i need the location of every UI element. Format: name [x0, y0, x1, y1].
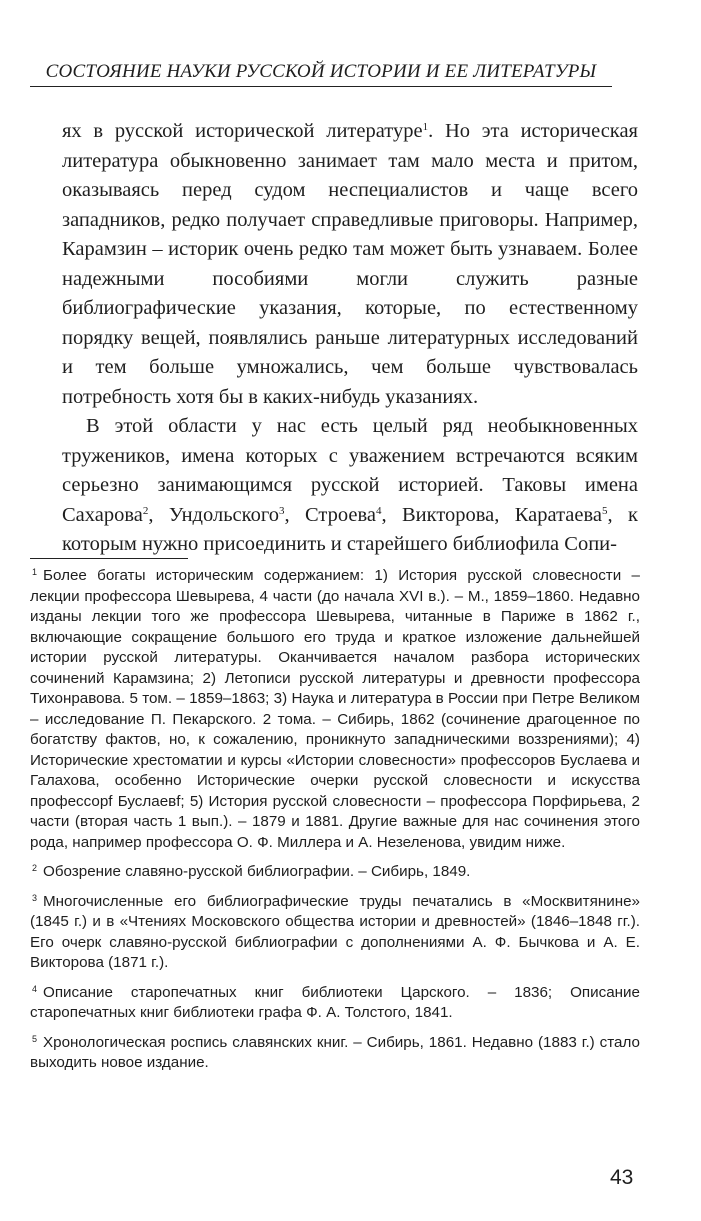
footnote-5 — [30, 1033, 640, 1074]
footnote-ref-4: 4 — [375, 504, 382, 517]
footnote-1 — [30, 566, 640, 853]
footnote-2 — [30, 862, 640, 883]
footnote-number: 1 — [32, 567, 38, 577]
header-rule — [30, 86, 612, 87]
footnote-number: 4 — [32, 983, 38, 994]
footnote-text: Обозрение славяно-русской библиографии. – Сибирь, 1849. — [43, 863, 471, 880]
footnote-number: 3 — [32, 892, 38, 903]
footnote-text: Многочисленные его библиографические труды печатались в «Москвитянине» (1845 г.) и в «Чтениях Московского общества истории и древностей» (1846–1848 гг.). Его очерк славяно-русской библиографии с дополнениями А. Ф. Бычкова и А. Е. Викторова (1871 г.). — [30, 892, 640, 971]
footnote-text: Хронологическая роспись славянских книг. – Сибирь, 1861. Недавно (1883 г.) стало выходить новое издание. — [30, 1033, 640, 1071]
footnote-4 — [30, 983, 640, 1024]
paragraph-1 — [62, 117, 638, 412]
footnotes — [30, 566, 640, 1083]
footnote-text: Описание старопечатных книг библиотеки Царского. – 1836; Описание старопечатных книг библиотеки графа Ф. А. Толстого, 1841. — [30, 983, 640, 1021]
footnote-3 — [30, 892, 640, 974]
footnote-text: Более богаты историческим содержанием: 1) История русской словесности – лекции профессора Шевырева, 4 части (до начала XVI в.). – М., 1859–1860. Недавно изданы лекции того же профессора Шевырева, читанные в Париже в 1862 г., включающие сокращение большого его труда и краткое изложение дальнейшей истории русской литературы. Оканчивается началом разбора исторических сочинений Карамзина; 2) Летописи русской литературы и древности профессора Тихонравова. 5 том. – 1859–1863; 3) Наука и литература в России при Петре Великом – исследование П. Пекарского. 2 тома. – Сибирь, 1862 (сочинение драгоценное по богатству фактов, но, к сожалению, проникнуто западническими воззрениями); 4) Исторические хрестоматии и курсы «Истории словесности» профессоров Буслаева и Галахова, особенно Исторические очерки русской словесности и искусства профессорf Буслаевf; 5) История русской словесности – профессора Порфирьева, 2 части (вторая часть 1 вып.). – 1879 и 1881. Другие важные для нас сочинения этого рода, например профессора О. Ф. Миллера и А. Незеленова, увидим ниже. — [30, 567, 640, 851]
footnote-number: 5 — [32, 1033, 38, 1044]
footnote-number: 2 — [32, 863, 38, 873]
running-header: СОСТОЯНИЕ НАУКИ РУССКОЙ ИСТОРИИ И ЕЕ ЛИТЕРАТУРЫ — [45, 61, 597, 82]
footnote-ref-5: 5 — [602, 504, 608, 517]
page-number: 43 — [610, 1166, 634, 1189]
paragraph-2 — [62, 412, 638, 560]
footnote-separator — [30, 558, 188, 559]
footnote-ref-2: 2 — [142, 504, 149, 517]
paragraph-2-text-e: , к которым нужно присоединить и старейшего библиофила Сопи- — [62, 503, 638, 555]
paragraph-2-text-d: , Викторова, Каратаева — [381, 503, 603, 526]
paragraph-1-text-b: . Но эта историческая литература обыкновенно занимает там мало места и притом, оказываясь перед судом неспециалистов и чаще всего западников, редко получает справедливые приговоры. Например, Карамзин – историк очень редко там может быть узнаваем. Более надежными пособиями могли служить разные библиографические указания, которые, по естественному порядку вещей, появлялись раньше литературных исследований и тем больше умножались, чем больше чувствовалась потребность хотя бы в каких-нибудь указаниях. — [62, 120, 638, 408]
main-text — [62, 117, 638, 560]
paragraph-1-text-a: ях в русской исторической литературе — [62, 120, 423, 142]
paragraph-2-text-b: , Ундольского — [148, 503, 279, 526]
paragraph-2-text-c: , Строева — [284, 503, 376, 526]
footnote-ref-3: 3 — [278, 504, 285, 517]
paragraph-2-text-a: В этой области у нас есть целый ряд необыкновенных тружеников, имена которых с уважением встречаются всяким серьезно занимающимся русской историей. Таковы имена Сахарова — [62, 415, 638, 526]
footnote-ref-1: 1 — [422, 121, 429, 133]
